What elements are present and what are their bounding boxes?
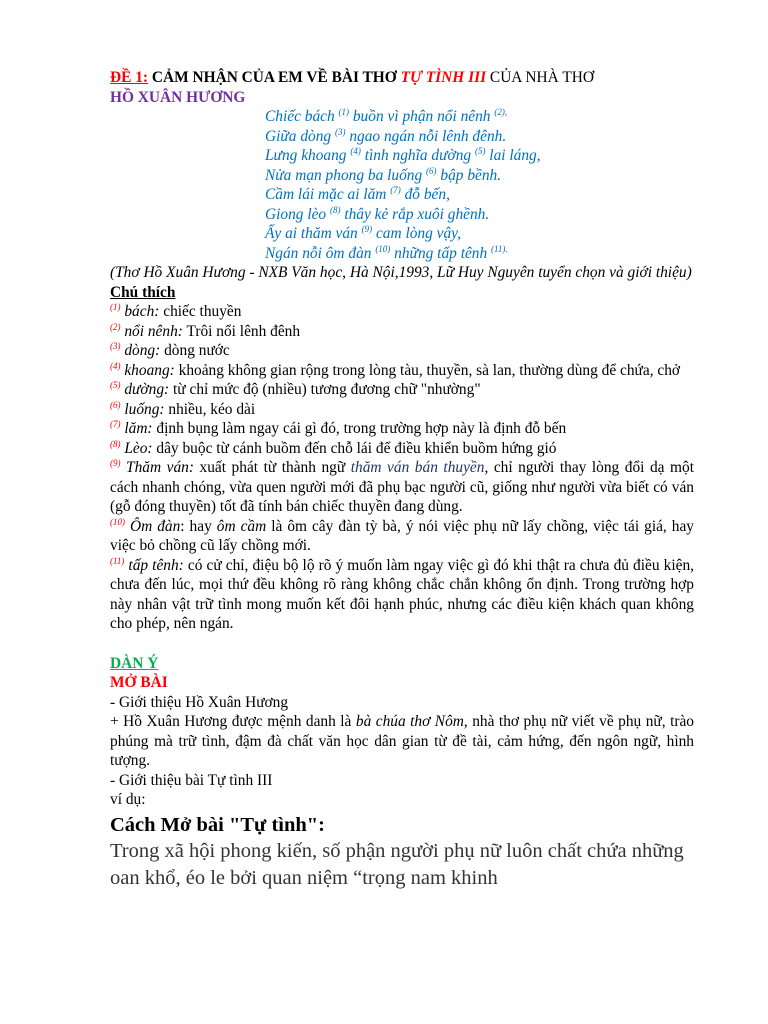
intro-line-2: + Hồ Xuân Hương được mệnh danh là bà chúa thơ Nôm, nhà thơ phụ nữ viết về phụ nữ, trào phúng mà trữ tình, đậm đà chất văn học dân gian từ đề tài, cảm hứng, đến ngôn ngữ, hình tượng. — [110, 713, 694, 769]
poem-name: TỰ TÌNH III — [400, 69, 487, 86]
intro-heading: MỞ BÀI — [110, 674, 168, 691]
sample-heading: Cách Mở bài "Tự tình": — [110, 813, 325, 836]
poem-block — [265, 107, 694, 263]
note-item: $^{(6)}$ luống: nhiều, kéo dài — [110, 399, 256, 418]
note-item-11: $^{(11)}$ tấp tênh: có cử chỉ, điệu bộ lộ rõ ý muốn làm ngay việc gì đó khi thật ra chưa đủ điều kiện, chưa đến lúc, mọi thứ đều không rõ ràng không chắc chắn không ổn định. Trong trường hợp này nhân vật trữ tình mong muốn kết đôi hạnh phúc, nhưng các điều kiện khách quan không cho phép, nên ngán. — [110, 555, 694, 632]
poem-line: Ấy ai thăm ván $^{(9)}$ cam lòng vậy, — [265, 224, 462, 242]
poem-line: Ngán nỗi ôm đàn $^{(10)}$ những tấp tênh $^{(11).}$ — [265, 243, 508, 262]
intro-line-3: - Giới thiệu bài Tự tình III — [110, 771, 273, 789]
note-item: $^{(7)}$ lăm: định bụng làm ngay cái gì đó, trong trường hợp này là định đỗ bến — [110, 419, 567, 437]
intro-line-1: - Giới thiệu Hồ Xuân Hương — [110, 693, 289, 711]
idiom-link: thăm ván bán thuyền — [350, 459, 485, 476]
intro-line-4: ví dụ: — [110, 791, 146, 808]
note-item: $^{(3)}$ dòng: dòng nước — [110, 341, 230, 359]
poem-line: Nửa mạn phong ba luống $^{(6)}$ bập bềnh. — [265, 165, 502, 184]
note-item-9: $^{(9)}$ Thăm ván: xuất phát từ thành ngữ thăm ván bán thuyền, chỉ người thay lòng đổi dạ một cách nhanh chóng, vừa quen người mới đã phụ bạc người cũ, giống như người vừa biết có ván (gỗ đóng thuyền) tốt đã tính bán chiếc thuyền đang dùng. — [110, 458, 694, 515]
note-item: $^{(1)}$ bách: chiếc thuyền — [110, 302, 242, 320]
document-page — [110, 68, 694, 892]
title-text-2: CỦA NHÀ THƠ — [486, 69, 594, 86]
title-label: ĐỀ 1: — [110, 69, 149, 86]
author-name: HỒ XUÂN HƯƠNG — [110, 88, 246, 106]
poem-line: Lưng khoang $^{(4)}$ tình nghĩa dường $^{(5)}$ lai láng, — [265, 146, 541, 164]
title-text: CẢM NHẬN CỦA EM VỀ BÀI THƠ — [148, 69, 401, 86]
poem-line: Giong lèo $^{(8)}$ thây kẻ rắp xuôi ghềnh. — [265, 204, 490, 223]
sample-text: Trong xã hội phong kiến, số phận người phụ nữ luôn chất chứa những oan khổ, éo le bởi quan niệm “trọng nam khinh — [110, 839, 684, 889]
note-item: $^{(4)}$ khoang: khoảng không gian rộng trong lòng tàu, thuyền, sà lan, thường dùng để chứa, chở — [110, 360, 681, 379]
note-item-10: $^{(10)}$ Ôm đàn: hay ôm cầm là ôm cây đàn tỳ bà, ý nói việc phụ nữ lấy chồng, việc tái giá, hay việc bỏ chồng cũ lấy chồng mới. — [110, 516, 694, 554]
outline-heading: DÀN Ý — [110, 654, 159, 672]
poem-line: Cầm lái mặc ai lăm $^{(7)}$ đỗ bến, — [265, 185, 450, 203]
notes-list — [110, 302, 694, 458]
poem-source: (Thơ Hồ Xuân Hương - NXB Văn học, Hà Nội,1993, Lữ Huy Nguyên tuyển chọn và giới thiệu) — [110, 264, 692, 281]
notes-heading: Chú thích — [110, 283, 176, 301]
note-item: $^{(8)}$ Lèo: dây buộc từ cánh buồm đến chỗ lái để điều khiển buồm hứng gió — [110, 438, 557, 457]
note-item: $^{(5)}$ dường: từ chỉ mức độ (nhiều) tương đương chữ "nhường" — [110, 380, 481, 398]
note-item: $^{(2)}$ nổi nênh: Trôi nổi lênh đênh — [110, 321, 301, 340]
assignment-title — [110, 68, 694, 107]
poem-line: Chiếc bách $^{(1)}$ buồn vì phận nổi nênh $^{(2),}$ — [265, 107, 508, 125]
poem-line: Giữa dòng $^{(3)}$ ngao ngán nỗi lênh đênh. — [265, 126, 507, 145]
